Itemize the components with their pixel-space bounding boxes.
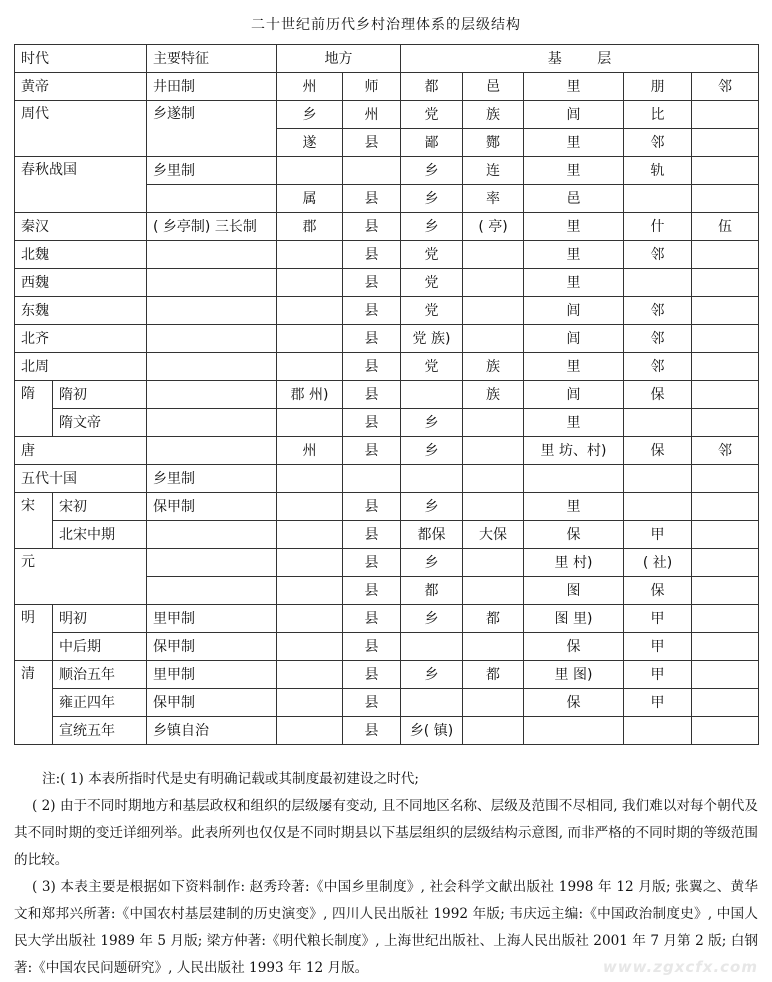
grassroots-level-cell: [524, 717, 624, 745]
grassroots-level-cell: 里: [524, 241, 624, 269]
grassroots-level-cell: 保: [524, 521, 624, 549]
header-feature: 主要特征: [147, 45, 277, 73]
grassroots-level-cell: 都: [401, 73, 463, 101]
local-level-cell: [277, 325, 343, 353]
grassroots-level-cell: [401, 633, 463, 661]
grassroots-level-cell: [692, 185, 759, 213]
local-level-cell: [277, 493, 343, 521]
grassroots-level-cell: 党: [401, 297, 463, 325]
note-1: 注:( 1) 本表所指时代是史有明确记载或其制度最初建设之时代;: [42, 771, 419, 787]
grassroots-level-cell: 邑: [524, 185, 624, 213]
grassroots-level-cell: [401, 465, 463, 493]
grassroots-level-cell: 乡( 镇): [401, 717, 463, 745]
feature-cell: 乡里制: [147, 157, 277, 185]
grassroots-level-cell: 乡: [401, 409, 463, 437]
grassroots-level-cell: 党: [401, 101, 463, 129]
local-level-cell: 县: [343, 269, 401, 297]
local-level-cell: 遂: [277, 129, 343, 157]
dynasty-cell: 清: [15, 661, 53, 745]
grassroots-level-cell: [463, 633, 524, 661]
grassroots-level-cell: [624, 493, 692, 521]
grassroots-level-cell: 伍: [692, 213, 759, 241]
table-row: [15, 241, 759, 269]
local-level-cell: 县: [343, 241, 401, 269]
local-level-cell: 州: [343, 101, 401, 129]
grassroots-level-cell: 甲: [624, 521, 692, 549]
grassroots-level-cell: [692, 157, 759, 185]
grassroots-level-cell: [624, 269, 692, 297]
grassroots-level-cell: 邻: [624, 325, 692, 353]
grassroots-level-cell: 连: [463, 157, 524, 185]
era-cell: 北周: [15, 353, 147, 381]
local-level-cell: [277, 297, 343, 325]
grassroots-level-cell: 里: [524, 409, 624, 437]
feature-cell: 保甲制: [147, 689, 277, 717]
local-level-cell: 县: [343, 633, 401, 661]
sub-era-cell: 雍正四年: [53, 689, 147, 717]
table-row: [15, 661, 759, 689]
grassroots-level-cell: 闾: [524, 297, 624, 325]
grassroots-level-cell: 邑: [463, 73, 524, 101]
grassroots-level-cell: 乡: [401, 549, 463, 577]
grassroots-level-cell: 都: [463, 661, 524, 689]
hierarchy-table: [14, 44, 759, 745]
feature-cell: [147, 297, 277, 325]
grassroots-level-cell: 里 坊、村): [524, 437, 624, 465]
grassroots-level-cell: 里: [524, 213, 624, 241]
feature-cell: 乡里制: [147, 465, 277, 493]
era-cell: 北齐: [15, 325, 147, 353]
dynasty-cell: 宋: [15, 493, 53, 549]
local-level-cell: 县: [343, 521, 401, 549]
local-level-cell: [277, 353, 343, 381]
local-level-cell: 县: [343, 185, 401, 213]
grassroots-level-cell: [692, 381, 759, 409]
local-level-cell: 县: [343, 549, 401, 577]
table-row: [15, 157, 759, 185]
local-level-cell: 县: [343, 297, 401, 325]
era-cell: 周代: [15, 101, 147, 157]
local-level-cell: 属: [277, 185, 343, 213]
grassroots-level-cell: 邻: [624, 297, 692, 325]
local-level-cell: [343, 465, 401, 493]
era-cell: 五代十国: [15, 465, 147, 493]
grassroots-level-cell: 党: [401, 353, 463, 381]
local-level-cell: 县: [343, 437, 401, 465]
feature-cell: [147, 381, 277, 409]
grassroots-level-cell: 大保: [463, 521, 524, 549]
local-level-cell: 县: [343, 409, 401, 437]
grassroots-level-cell: [524, 465, 624, 493]
grassroots-level-cell: [624, 717, 692, 745]
local-level-cell: 县: [343, 717, 401, 745]
grassroots-level-cell: [692, 633, 759, 661]
grassroots-level-cell: ( 社): [624, 549, 692, 577]
grassroots-level-cell: [692, 353, 759, 381]
table-row: [15, 633, 759, 661]
era-cell: 西魏: [15, 269, 147, 297]
grassroots-level-cell: [692, 465, 759, 493]
grassroots-level-cell: 保: [524, 633, 624, 661]
grassroots-level-cell: [463, 269, 524, 297]
local-level-cell: 县: [343, 605, 401, 633]
feature-cell: [147, 353, 277, 381]
grassroots-level-cell: 保: [624, 437, 692, 465]
dynasty-cell: 明: [15, 605, 53, 661]
grassroots-level-cell: 里 图): [524, 661, 624, 689]
local-level-cell: [277, 241, 343, 269]
grassroots-level-cell: 闾: [524, 325, 624, 353]
grassroots-level-cell: 保: [624, 381, 692, 409]
era-cell: 秦汉: [15, 213, 147, 241]
local-level-cell: [277, 549, 343, 577]
era-cell: 北魏: [15, 241, 147, 269]
local-level-cell: 乡: [277, 101, 343, 129]
grassroots-level-cell: ( 亭): [463, 213, 524, 241]
local-level-cell: 县: [343, 493, 401, 521]
grassroots-level-cell: 乡: [401, 605, 463, 633]
grassroots-level-cell: 乡: [401, 157, 463, 185]
grassroots-level-cell: 图 里): [524, 605, 624, 633]
grassroots-level-cell: 甲: [624, 661, 692, 689]
grassroots-level-cell: 族: [463, 101, 524, 129]
grassroots-level-cell: 乡: [401, 185, 463, 213]
header-grassroots: 基 层: [401, 45, 759, 73]
table-row: [15, 353, 759, 381]
local-level-cell: 县: [343, 325, 401, 353]
local-level-cell: 县: [343, 381, 401, 409]
grassroots-level-cell: 图: [524, 577, 624, 605]
grassroots-level-cell: [692, 269, 759, 297]
local-level-cell: [277, 661, 343, 689]
dynasty-cell: 隋: [15, 381, 53, 437]
grassroots-level-cell: 闾: [524, 101, 624, 129]
sub-era-cell: 宣统五年: [53, 717, 147, 745]
era-cell: 春秋战国: [15, 157, 147, 213]
grassroots-level-cell: [692, 297, 759, 325]
grassroots-level-cell: [692, 521, 759, 549]
feature-cell: 乡镇自治: [147, 717, 277, 745]
feature-cell: [147, 549, 277, 577]
table-row: [15, 101, 759, 129]
feature-cell: [147, 325, 277, 353]
grassroots-level-cell: 乡: [401, 661, 463, 689]
local-level-cell: 郡 州): [277, 381, 343, 409]
header-era: 时代: [15, 45, 147, 73]
grassroots-level-cell: 里 村): [524, 549, 624, 577]
grassroots-level-cell: 邻: [692, 437, 759, 465]
local-level-cell: 州: [277, 437, 343, 465]
grassroots-level-cell: 邻: [624, 129, 692, 157]
feature-cell: [147, 409, 277, 437]
feature-cell: 乡遂制: [147, 101, 277, 157]
feature-cell: 保甲制: [147, 493, 277, 521]
table-row: [15, 437, 759, 465]
local-level-cell: 县: [343, 213, 401, 241]
grassroots-level-cell: 党 族): [401, 325, 463, 353]
table-row: [15, 381, 759, 409]
table-row: [15, 409, 759, 437]
feature-cell: [147, 437, 277, 465]
local-level-cell: [277, 409, 343, 437]
notes: [14, 766, 758, 982]
header-local: 地方: [277, 45, 401, 73]
grassroots-level-cell: [463, 549, 524, 577]
era-cell: 唐: [15, 437, 147, 465]
table-row: [15, 493, 759, 521]
feature-cell: [147, 521, 277, 549]
grassroots-level-cell: [692, 493, 759, 521]
grassroots-level-cell: [463, 297, 524, 325]
grassroots-level-cell: [692, 689, 759, 717]
grassroots-level-cell: 邻: [692, 73, 759, 101]
grassroots-level-cell: [463, 577, 524, 605]
grassroots-level-cell: 甲: [624, 605, 692, 633]
sub-era-cell: 明初: [53, 605, 147, 633]
grassroots-level-cell: [463, 717, 524, 745]
grassroots-level-cell: 乡: [401, 493, 463, 521]
local-level-cell: 县: [343, 577, 401, 605]
grassroots-level-cell: 朋: [624, 73, 692, 101]
local-level-cell: [343, 157, 401, 185]
sub-era-cell: 中后期: [53, 633, 147, 661]
era-cell: 元: [15, 549, 147, 605]
local-level-cell: [277, 577, 343, 605]
grassroots-level-cell: 党: [401, 269, 463, 297]
table-row: [15, 325, 759, 353]
local-level-cell: 县: [343, 661, 401, 689]
grassroots-level-cell: [692, 549, 759, 577]
grassroots-level-cell: 甲: [624, 633, 692, 661]
grassroots-level-cell: 都: [401, 577, 463, 605]
local-level-cell: [277, 605, 343, 633]
local-level-cell: [277, 269, 343, 297]
grassroots-level-cell: [463, 241, 524, 269]
local-level-cell: [277, 465, 343, 493]
grassroots-level-cell: 族: [463, 381, 524, 409]
local-level-cell: [277, 157, 343, 185]
grassroots-level-cell: 乡: [401, 213, 463, 241]
feature-cell: [147, 269, 277, 297]
grassroots-level-cell: 里: [524, 269, 624, 297]
header-row: [15, 45, 759, 73]
feature-cell: 里甲制: [147, 661, 277, 689]
sub-era-cell: 隋文帝: [53, 409, 147, 437]
era-cell: 东魏: [15, 297, 147, 325]
grassroots-level-cell: [692, 325, 759, 353]
grassroots-level-cell: [692, 409, 759, 437]
feature-cell: [147, 241, 277, 269]
local-level-cell: 师: [343, 73, 401, 101]
grassroots-level-cell: 里: [524, 73, 624, 101]
grassroots-level-cell: 都: [463, 605, 524, 633]
grassroots-level-cell: 邻: [624, 353, 692, 381]
sub-era-cell: 宋初: [53, 493, 147, 521]
table-row: [15, 213, 759, 241]
table-row: [15, 465, 759, 493]
local-level-cell: [277, 521, 343, 549]
grassroots-level-cell: [624, 409, 692, 437]
local-level-cell: 县: [343, 129, 401, 157]
grassroots-level-cell: [692, 605, 759, 633]
local-level-cell: 县: [343, 689, 401, 717]
grassroots-level-cell: 乡: [401, 437, 463, 465]
table-row: [15, 549, 759, 577]
grassroots-level-cell: [463, 689, 524, 717]
local-level-cell: [277, 633, 343, 661]
table-row: [15, 605, 759, 633]
grassroots-level-cell: 里: [524, 353, 624, 381]
grassroots-level-cell: [401, 381, 463, 409]
table-title: 二十世纪前历代乡村治理体系的层级结构: [251, 17, 521, 33]
grassroots-level-cell: 保: [524, 689, 624, 717]
grassroots-level-cell: 闾: [524, 381, 624, 409]
feature-cell: ( 乡亭制) 三长制: [147, 213, 277, 241]
feature-cell: [147, 577, 277, 605]
note-2: ( 2) 由于不同时期地方和基层政权和组织的层级屡有变动, 且不同地区名称、层级及范围不尽相同, 我们难以对每个朝代及其不同时期的变迁详细列举。此表所列也仅仅是不同时期县以下基层组织的层级结构示意图, 而非严格的不同时期的等级范围的比较。: [14, 798, 758, 868]
grassroots-level-cell: [463, 409, 524, 437]
grassroots-level-cell: [463, 465, 524, 493]
sub-era-cell: 隋初: [53, 381, 147, 409]
grassroots-level-cell: 鄙: [401, 129, 463, 157]
grassroots-level-cell: 甲: [624, 689, 692, 717]
note-3: ( 3) 本表主要是根据如下资料制作: 赵秀玲著:《中国乡里制度》, 社会科学文献出版社 1998 年 12 月版; 张翼之、黄华文和郑邦兴所著:《中国农村基层建制的历史演变》, 四川人民出版社 1992 年版; 韦庆远主编:《中国政治制度史》, 中国人民大学出版社 1989 年 5 月版; 梁方仲著:《明代粮长制度》, 上海世纪出版社、上海人民出版社 2001 年 7 月第 2 版; 白钢著:《中国农民问题研究》, 人民出版社 1993 年 12 月版。: [14, 879, 758, 976]
grassroots-level-cell: 酂: [463, 129, 524, 157]
watermark: www.zgxcfx.com: [602, 958, 758, 976]
grassroots-level-cell: [463, 325, 524, 353]
grassroots-level-cell: 什: [624, 213, 692, 241]
feature-cell: 井田制: [147, 73, 277, 101]
grassroots-level-cell: 率: [463, 185, 524, 213]
grassroots-level-cell: [624, 465, 692, 493]
local-level-cell: 县: [343, 353, 401, 381]
grassroots-level-cell: 比: [624, 101, 692, 129]
table-row: [15, 297, 759, 325]
grassroots-level-cell: [463, 493, 524, 521]
grassroots-level-cell: [692, 101, 759, 129]
grassroots-level-cell: [692, 129, 759, 157]
grassroots-level-cell: 邻: [624, 241, 692, 269]
sub-era-cell: 北宋中期: [53, 521, 147, 549]
grassroots-level-cell: [624, 185, 692, 213]
grassroots-level-cell: 里: [524, 493, 624, 521]
feature-cell: 保甲制: [147, 633, 277, 661]
local-level-cell: 郡: [277, 213, 343, 241]
table-row: [15, 521, 759, 549]
local-level-cell: 州: [277, 73, 343, 101]
era-cell: 黄帝: [15, 73, 147, 101]
grassroots-level-cell: 轨: [624, 157, 692, 185]
feature-cell: [147, 185, 277, 213]
grassroots-level-cell: 里: [524, 157, 624, 185]
table-row: [15, 689, 759, 717]
local-level-cell: [277, 689, 343, 717]
grassroots-level-cell: 保: [624, 577, 692, 605]
grassroots-level-cell: 里: [524, 129, 624, 157]
grassroots-level-cell: [692, 717, 759, 745]
sub-era-cell: 顺治五年: [53, 661, 147, 689]
grassroots-level-cell: [692, 577, 759, 605]
grassroots-level-cell: 党: [401, 241, 463, 269]
table-row: [15, 269, 759, 297]
grassroots-level-cell: 都保: [401, 521, 463, 549]
table-row: [15, 717, 759, 745]
grassroots-level-cell: [692, 661, 759, 689]
local-level-cell: [277, 717, 343, 745]
grassroots-level-cell: [463, 437, 524, 465]
grassroots-level-cell: 族: [463, 353, 524, 381]
grassroots-level-cell: [401, 689, 463, 717]
grassroots-level-cell: [692, 241, 759, 269]
feature-cell: 里甲制: [147, 605, 277, 633]
table-row: [15, 73, 759, 101]
